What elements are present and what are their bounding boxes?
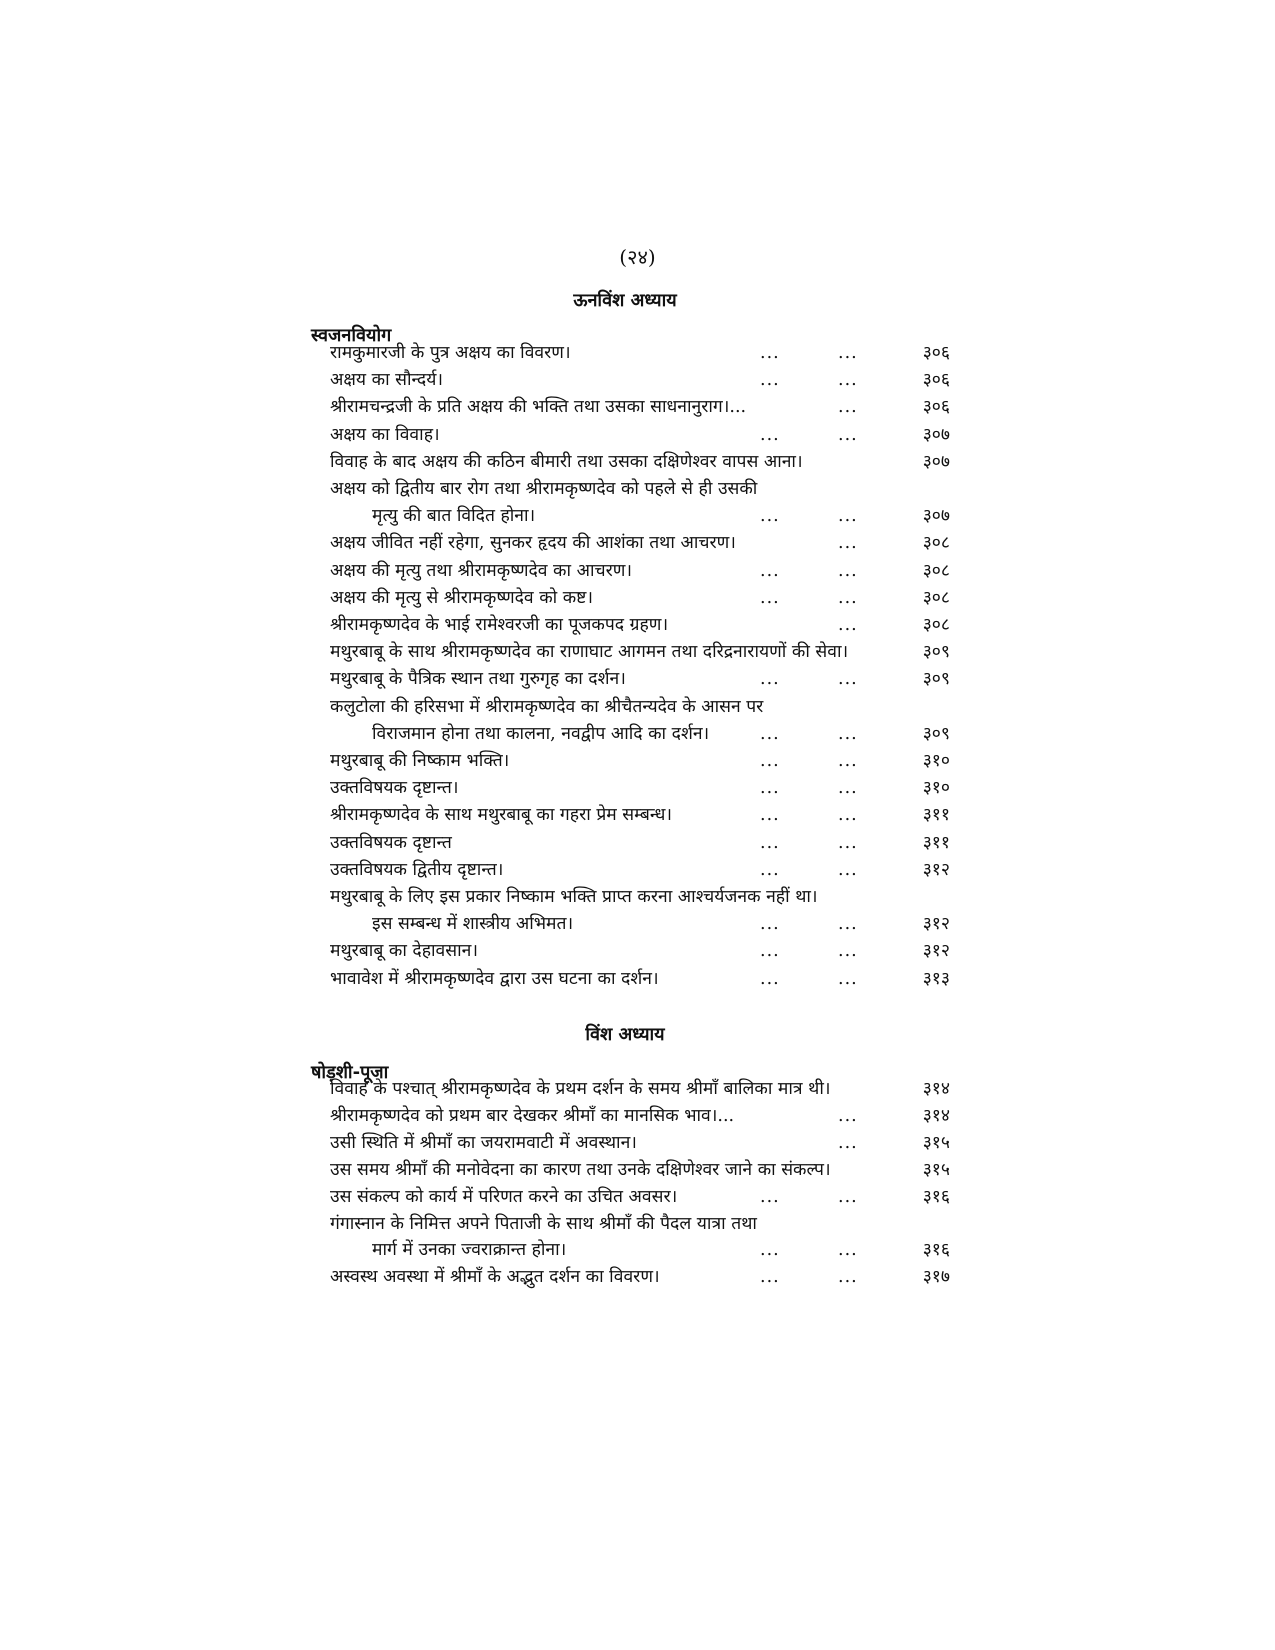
page-ref: ३१० xyxy=(922,751,950,771)
leader-dots: ... xyxy=(838,506,858,527)
entry-text: अक्षय का विवाह। xyxy=(330,424,440,445)
entry-text: मथुरबाबू के पैत्रिक स्थान तथा गुरुगृह का दर्शन। xyxy=(330,669,626,690)
leader-dots: ... xyxy=(760,1267,780,1288)
leader-dots: ... xyxy=(760,560,780,581)
toc-entry xyxy=(330,910,950,938)
section-heading: स्वजनवियोग xyxy=(311,325,392,346)
leader-dots: ... xyxy=(838,533,858,554)
entry-text: गंगास्नान के निमित्त अपने पिताजी के साथ श्रीमाँ की पैदल यात्रा तथा xyxy=(330,1213,757,1234)
leader-dots: ... xyxy=(838,832,858,853)
leader-dots: ... xyxy=(838,1240,858,1261)
entry-text: श्रीरामकृष्णदेव को प्रथम बार देखकर श्रीमाँ का मानसिक भाव।... xyxy=(330,1105,735,1126)
leader-dots: ... xyxy=(838,1105,858,1126)
page-ref: ३०८ xyxy=(922,560,950,581)
page-ref: ३१४ xyxy=(922,1105,950,1126)
page-ref: ३०८ xyxy=(922,615,950,635)
leader-dots: ... xyxy=(838,370,858,391)
toc-entry xyxy=(330,584,950,612)
toc-entry xyxy=(330,502,950,530)
leader-dots: ... xyxy=(838,1186,858,1207)
page-ref: ३०६ xyxy=(922,397,950,418)
entry-text: अक्षय जीवित नहीं रहेगा, सुनकर हृदय की आशंका तथा आचरण। xyxy=(330,533,736,554)
toc-entry xyxy=(330,965,950,993)
toc-entry xyxy=(330,421,950,449)
toc-entry xyxy=(330,856,950,884)
entry-text: मृत्यु की बात विदित होना। xyxy=(372,506,536,527)
toc-entry xyxy=(330,747,950,775)
page-ref: ३०९ xyxy=(922,723,950,744)
page-ref: ३०६ xyxy=(922,370,950,391)
page-ref: ३१२ xyxy=(922,914,950,935)
entry-text: उस संकल्प को कार्य में परिणत करने का उचित अवसर। xyxy=(330,1186,678,1207)
page-ref: ३०८ xyxy=(922,587,950,608)
leader-dots: ... xyxy=(838,397,858,418)
page-ref: ३०९ xyxy=(922,642,950,663)
toc-entry xyxy=(330,475,950,503)
leader-dots: ... xyxy=(760,1240,780,1261)
entry-text: भावावेश में श्रीरामकृष्णदेव द्वारा उस घटना का दर्शन। xyxy=(330,968,659,989)
page-ref: ३१५ xyxy=(922,1132,950,1153)
leader-dots: ... xyxy=(760,1186,780,1207)
leader-dots: ... xyxy=(760,669,780,690)
entry-text: श्रीरामकृष्णदेव के भाई रामेश्वरजी का पूजकपद ग्रहण। xyxy=(330,615,669,635)
toc-entry xyxy=(330,883,950,911)
page-ref: ३०८ xyxy=(922,533,950,554)
leader-dots: ... xyxy=(838,669,858,690)
page-ref: ३१२ xyxy=(922,859,950,880)
leader-dots: ... xyxy=(838,723,858,744)
entry-text: विवाह के बाद अक्षय की कठिन बीमारी तथा उसका दक्षिणेश्वर वापस आना। xyxy=(330,451,803,472)
entry-text: रामकुमारजी के पुत्र अक्षय का विवरण। xyxy=(330,343,571,363)
leader-dots: ... xyxy=(760,343,780,363)
page-ref: ३०७ xyxy=(922,451,950,472)
toc-entry xyxy=(330,774,950,802)
entry-text: मार्ग में उनका ज्वराक्रान्त होना। xyxy=(372,1240,567,1261)
entry-text: श्रीरामचन्द्रजी के प्रति अक्षय की भक्ति तथा उसका साधनानुराग।... xyxy=(330,397,747,418)
leader-dots: ... xyxy=(760,723,780,744)
page-ref: ३११ xyxy=(922,805,950,826)
page-ref: ३१३ xyxy=(922,968,950,989)
leader-dots: ... xyxy=(838,805,858,826)
entry-text: विराजमान होना तथा कालना, नवद्वीप आदि का दर्शन। xyxy=(372,723,710,744)
entry-text: उसी स्थिति में श्रीमाँ का जयरामवाटी में अवस्थान। xyxy=(330,1132,637,1153)
entry-text: अक्षय का सौन्दर्य। xyxy=(330,370,444,391)
toc-entry xyxy=(330,339,950,367)
leader-dots: ... xyxy=(838,914,858,935)
entry-text: अक्षय की मृत्यु तथा श्रीरामकृष्णदेव का आचरण। xyxy=(330,560,633,581)
entry-text: उक्तविषयक दृष्टान्त। xyxy=(330,778,459,799)
toc-entry xyxy=(330,1102,950,1130)
leader-dots: ... xyxy=(838,859,858,880)
entry-text: विवाह के पश्चात् श्रीरामकृष्णदेव के प्रथम दर्शन के समय श्रीमाँ बालिका मात्र थी। xyxy=(330,1079,831,1099)
leader-dots: ... xyxy=(760,832,780,853)
leader-dots: ... xyxy=(838,968,858,989)
leader-dots: ... xyxy=(838,560,858,581)
leader-dots: ... xyxy=(838,587,858,608)
page-ref: ३१७ xyxy=(922,1267,950,1288)
page-ref: ३१२ xyxy=(922,941,950,962)
toc-entry xyxy=(330,1156,950,1184)
leader-dots: ... xyxy=(760,941,780,962)
entry-text: उक्तविषयक द्वितीय दृष्टान्त। xyxy=(330,859,504,880)
leader-dots: ... xyxy=(760,506,780,527)
entry-text: अक्षय को द्वितीय बार रोग तथा श्रीरामकृष्णदेव को पहले से ही उसकी xyxy=(330,479,758,499)
toc-entry xyxy=(330,937,950,965)
leader-dots: ... xyxy=(838,1132,858,1153)
toc-entry xyxy=(330,665,950,693)
toc-entry xyxy=(330,611,950,639)
page-ref: ३१५ xyxy=(922,1159,950,1180)
section-heading: षोड़शी-पूजा xyxy=(311,1062,389,1083)
page-ref: ३१० xyxy=(922,778,950,799)
toc-entry xyxy=(330,1210,950,1238)
toc-entry xyxy=(330,829,950,857)
toc-entry xyxy=(330,1129,950,1157)
leader-dots: ... xyxy=(838,615,858,635)
page-ref: ३११ xyxy=(922,832,950,853)
leader-dots: ... xyxy=(838,1267,858,1288)
page-ref: ३०७ xyxy=(922,424,950,445)
entry-text: मथुरबाबू के साथ श्रीरामकृष्णदेव का राणाघाट आगमन तथा दरिद्रनारायणों की सेवा। xyxy=(330,642,849,663)
entry-text: इस सम्बन्ध में शास्त्रीय अभिमत। xyxy=(372,914,574,935)
leader-dots: ... xyxy=(760,805,780,826)
leader-dots: ... xyxy=(760,424,780,445)
chapter-title: विंश अध्याय xyxy=(585,1024,665,1045)
toc-entry xyxy=(330,801,950,829)
leader-dots: ... xyxy=(760,370,780,391)
leader-dots: ... xyxy=(838,941,858,962)
entry-text: श्रीरामकृष्णदेव के साथ मथुरबाबू का गहरा प्रेम सम्बन्ध। xyxy=(330,805,673,826)
leader-dots: ... xyxy=(838,424,858,445)
leader-dots: ... xyxy=(760,587,780,608)
toc-entry xyxy=(330,1236,950,1264)
leader-dots: ... xyxy=(760,751,780,771)
page-ref: ३०६ xyxy=(922,343,950,363)
entry-text: मथुरबाबू की निष्काम भक्ति। xyxy=(330,751,510,771)
page-ref: ३०७ xyxy=(922,506,950,527)
entry-text: कलुटोला की हरिसभा में श्रीरामकृष्णदेव का श्रीचैतन्यदेव के आसन पर xyxy=(330,696,764,717)
toc-entry xyxy=(330,693,950,721)
leader-dots: ... xyxy=(838,751,858,771)
page-ref: ३१४ xyxy=(922,1079,950,1099)
page-ref: ३०९ xyxy=(922,669,950,690)
entry-text: अस्वस्थ अवस्था में श्रीमाँ के अद्भुत दर्शन का विवरण। xyxy=(330,1267,660,1288)
entry-text: उस समय श्रीमाँ की मनोवेदना का कारण तथा उनके दक्षिणेश्वर जाने का संकल्प। xyxy=(330,1159,831,1180)
entry-text: उक्तविषयक दृष्टान्त xyxy=(330,832,452,853)
toc-entry xyxy=(330,529,950,557)
toc-entry xyxy=(330,638,950,666)
leader-dots: ... xyxy=(760,859,780,880)
toc-entry xyxy=(330,720,950,748)
entry-text: मथुरबाबू का देहावसान। xyxy=(330,941,478,962)
toc-entry xyxy=(330,1183,950,1211)
toc-entry xyxy=(330,393,950,421)
page-number: (२४) xyxy=(619,245,656,269)
leader-dots: ... xyxy=(838,778,858,799)
toc-entry xyxy=(330,366,950,394)
toc-entry xyxy=(330,1075,950,1103)
page-ref: ३१६ xyxy=(922,1240,950,1261)
leader-dots: ... xyxy=(838,343,858,363)
toc-entry xyxy=(330,1263,950,1291)
page-ref: ३१६ xyxy=(922,1186,950,1207)
leader-dots: ... xyxy=(760,914,780,935)
toc-entry xyxy=(330,557,950,585)
leader-dots: ... xyxy=(760,968,780,989)
toc-entry xyxy=(330,448,950,476)
leader-dots: ... xyxy=(760,778,780,799)
chapter-title: ऊनविंश अध्याय xyxy=(573,290,677,311)
entry-text: अक्षय की मृत्यु से श्रीरामकृष्णदेव को कष्ट। xyxy=(330,587,594,608)
entry-text: मथुरबाबू के लिए इस प्रकार निष्काम भक्ति प्राप्त करना आश्चर्यजनक नहीं था। xyxy=(330,887,818,907)
